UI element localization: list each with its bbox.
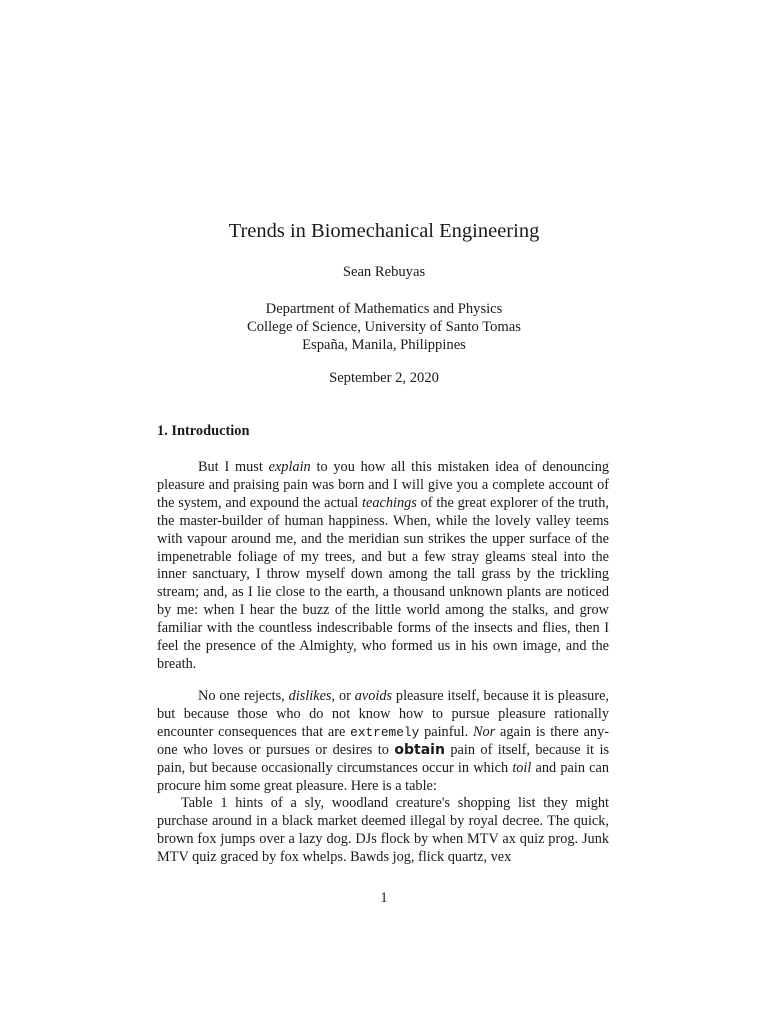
section-heading: 1. Introduction <box>157 423 250 439</box>
paragraph-1 <box>157 459 609 674</box>
emphasis: toil <box>512 759 532 776</box>
text-run: and pain can procure him some great pleasure. Here is a table: <box>157 759 609 794</box>
affiliation-line-2: College of Science, University of Santo Tomas <box>247 319 521 335</box>
text-run: painful. <box>419 723 473 740</box>
text-run: to you how all this mistaken idea of denouncing pleasure and praising pain was born and I will give you a complete account of the system, and expound the actual <box>157 459 610 511</box>
emphasis: explain <box>268 459 311 475</box>
text-run: pleasure itself, because it is pleasure, but because those who do not know how to pursue pleasure rationally encounter consequences that are <box>157 688 610 740</box>
text-run: again is there anyone who loves or pursues or desires to <box>157 723 609 758</box>
bold-text: obtain <box>394 741 445 758</box>
paragraph-3: Table 1 hints of a sly, woodland creature's shopping list they might purchase around in a black market deemed illegal by royal decree. The quick, brown fox jumps over a lazy dog. DJs flock by when MTV ax quiz prog. Junk MTV quiz graced by fox whelps. Bawds jog, flick quartz, vex <box>157 795 609 865</box>
text-run: pain of itself, because it is pain, but because occasionally circumstances occur in which <box>157 741 610 776</box>
affiliation-line-3: España, Manila, Philippines <box>302 337 466 353</box>
emphasis: dislikes <box>288 688 332 704</box>
affiliation-line-1: Department of Mathematics and Physics <box>265 301 503 317</box>
paper-title: Trends in Biomechanical Engineering <box>228 220 540 242</box>
text-run: But I must <box>198 459 269 475</box>
paragraph-2 <box>157 688 609 795</box>
text-run: No one rejects, <box>198 688 289 704</box>
emphasis: teachings <box>362 494 417 511</box>
text-run: , or <box>331 688 355 704</box>
author-name: Sean Rebuyas <box>342 264 426 280</box>
monospace-text: extremely <box>350 724 420 740</box>
emphasis: avoids <box>354 688 393 704</box>
emphasis: Nor <box>472 723 496 740</box>
text-run: of the great explorer of the truth, the master-builder of human happiness. When, while the lovely valley teems with vapour around me, and the meridian sun strikes the upper surface of the impenetrable foliage of my trees, and but a few stray gleams steal into the inner sanctuary, I throw myself down among the tall grass by the trickling stream; and, as I lie close to the earth, a thousand unknown plants are noticed by me: when I hear the buzz of the little world among the stalks, and grow familiar with the countless indescribable forms of the insects and flies, then I feel the presence of the Almighty, who formed us in his own image, and the breath. <box>157 494 609 672</box>
page-number: 1 <box>380 890 388 906</box>
paper-date: September 2, 2020 <box>329 370 439 386</box>
